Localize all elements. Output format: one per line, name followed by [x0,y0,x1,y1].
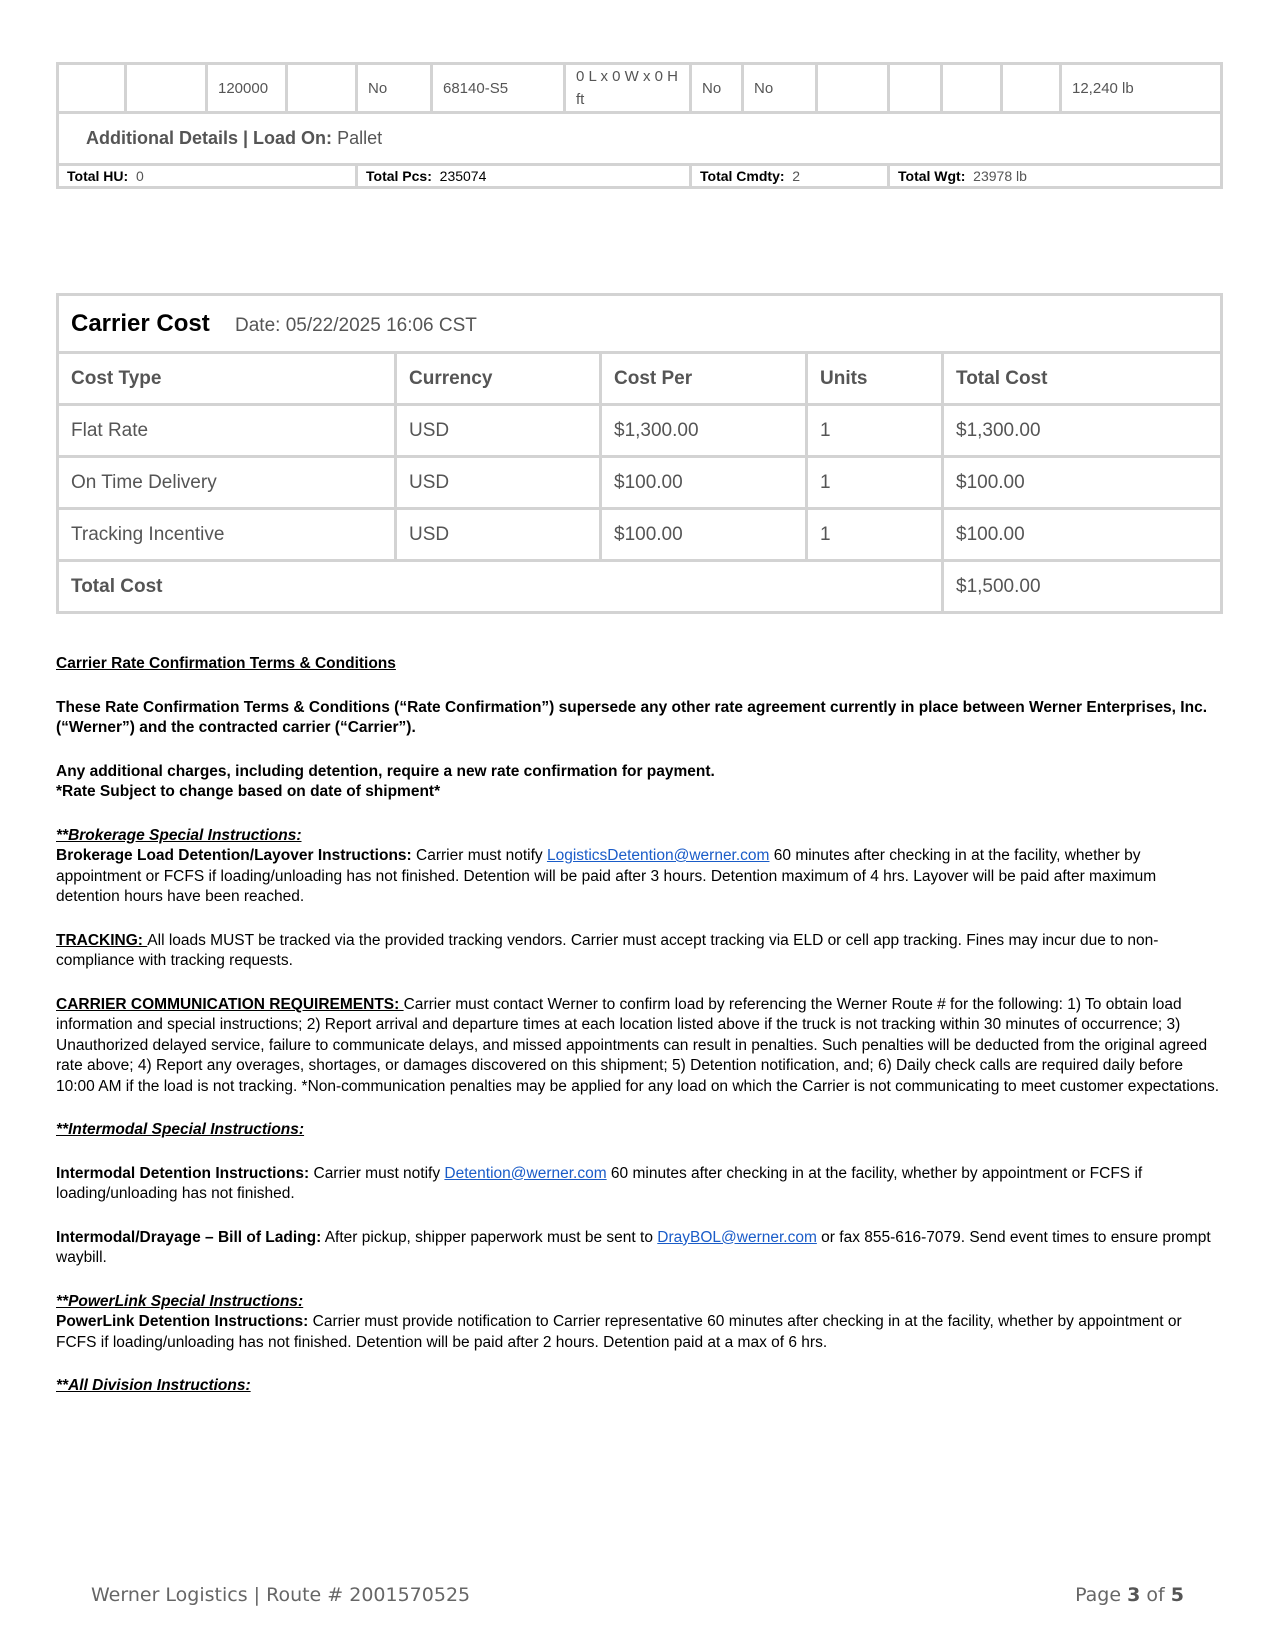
currency: USD [396,457,601,509]
commodity-table [56,62,1223,189]
communication-text: Carrier must contact Werner to confirm load by referencing the Werner Route # for the following: 1) To obtain load information and special instructions; 2) Report arrival and departure times at each location listed above if the truck is not tracking within 30 minutes of occurrence; 3) Unauthorized delayed service, failure to communicate delays, and missed appointments can result in penalties. Such penalties will be deducted from the original agreed rate above; 4) Report any overages, shortages, or damages discovered on this shipment; 5) Detention notification, and; 6) Daily check calls are required daily before 10:00 AM if the load is not tracking. *Non-communication penalties may be applied for any load on which the Carrier is not communicating to meet customer expectations. [56,995,1220,1095]
commodity-weight: 12,240 lb [1061,64,1222,113]
total-wgt [889,165,1222,188]
detention-email-link[interactable]: Detention@werner.com [444,1164,607,1182]
currency: USD [396,509,601,561]
terms-section [56,654,1220,1420]
carrier-cost-table [56,293,1223,614]
powerlink-text: Carrier must provide notification to Carrier representative 60 minutes after checking in at the facility, whether by appointment or FCFS if loading/unloading has not finished. Detention will be paid after 2 hours. Detention paid at a max of 6 hrs. [56,1313,1182,1351]
current-page: 3 [1127,1584,1141,1606]
currency: USD [396,405,601,457]
commodity-cell: No [691,64,743,113]
commodity-cell: 120000 [207,64,287,113]
total-pages: 5 [1170,1584,1184,1606]
commodity-cell [889,64,942,113]
terms-intro: These Rate Confirmation Terms & Conditions (“Rate Confirmation”) supersede any other rate agreement currently in place between Werner Enterprises, Inc. (“Werner”) and the contracted carrier (“Carrier”). [56,698,1207,736]
column-header: Cost Per [601,353,807,405]
terms-heading: Carrier Rate Confirmation Terms & Conditions [56,655,396,672]
drayage-label: Intermodal/Drayage – Bill of Lading: [56,1228,322,1246]
total-hu-value: 0 [135,168,144,184]
column-headers [58,353,1222,405]
commodity-cell [817,64,889,113]
column-header: Currency [396,353,601,405]
commodity-cell [1002,64,1061,113]
intermodal-heading: **Intermodal Special Instructions: [56,1121,305,1138]
brokerage-text-post: 60 minutes after checking in at the facility, whether by appointment or FCFS if loading/unloading has not finished. Detention will be paid after 3 hours. Detention maximum of 4 hrs. Layover will be paid after maximum detention hours have been reached. [56,847,1157,905]
total-wgt-label: Total Wgt: [898,168,966,184]
footer-route: Werner Logistics | Route # 2001570525 [91,1584,471,1606]
tracking-text: All loads MUST be tracked via the provided tracking vendors. Carrier must accept tracking via ELD or cell app tracking. Fines may incur due to non-compliance with tracking requests. [56,931,1159,969]
powerlink-heading: **PowerLink Special Instructions: [56,1292,304,1310]
commodity-cell [942,64,1002,113]
additional-details-label: Additional Details | Load On: [86,128,333,148]
rate-subject-note: *Rate Subject to change based on date of shipment* [56,783,441,800]
additional-details [58,113,1222,165]
total-cost-label: Total Cost [58,561,943,613]
total-cmdty [691,165,889,188]
total-pcs-label: Total Pcs: [366,168,432,184]
page-number [1075,1584,1184,1606]
total-wgt-value: 23978 lb [973,168,1027,184]
brokerage-heading: **Brokerage Special Instructions: [56,826,302,844]
total-cmdty-label: Total Cmdty: [700,168,785,184]
tracking-label: TRACKING: [56,931,148,949]
totals-row [58,165,1222,188]
total-hu [58,165,357,188]
row-total: $100.00 [943,509,1222,561]
total-hu-label: Total HU: [67,168,129,184]
commodity-cell: 68140-S5 [432,64,565,113]
intermodal-text-pre: Carrier must notify [309,1164,445,1182]
brokerage-label: Brokerage Load Detention/Layover Instructions: [56,847,412,864]
cost-type: On Time Delivery [58,457,396,509]
powerlink-label: PowerLink Detention Instructions: [56,1313,309,1330]
drayage-text-post: or fax 855-616-7079. Send event times to ensure prompt waybill. [56,1228,1211,1266]
carrier-cost-title: Carrier Cost [71,309,210,337]
table-row [58,509,1222,561]
cost-per: $1,300.00 [601,405,807,457]
of-word: of [1146,1584,1165,1606]
commodity-dimensions: 0 L x 0 W x 0 H ft [565,64,691,113]
load-on-value: Pallet [337,128,383,148]
units: 1 [807,405,943,457]
total-cost-row [58,561,1222,613]
column-header: Cost Type [58,353,396,405]
total-cost-value: $1,500.00 [943,561,1222,613]
carrier-cost-header [58,295,1222,353]
communication-label: CARRIER COMMUNICATION REQUIREMENTS: [56,995,404,1013]
units: 1 [807,509,943,561]
commodity-cell [287,64,357,113]
additional-charges-note: Any additional charges, including detention, require a new rate confirmation for payment. [56,762,715,780]
cost-type: Tracking Incentive [58,509,396,561]
table-row [58,457,1222,509]
draybol-email-link[interactable]: DrayBOL@werner.com [657,1228,817,1246]
total-cmdty-value: 2 [792,168,801,184]
cost-per: $100.00 [601,457,807,509]
cost-type: Flat Rate [58,405,396,457]
commodity-cell: No [743,64,817,113]
logistics-detention-email-link[interactable]: LogisticsDetention@werner.com [546,847,770,864]
column-header: Units [807,353,943,405]
drayage-text-pre: After pickup, shipper paperwork must be sent to [321,1228,658,1246]
table-row [58,405,1222,457]
row-total: $100.00 [943,457,1222,509]
intermodal-label: Intermodal Detention Instructions: [56,1164,310,1182]
column-header: Total Cost [943,353,1222,405]
commodity-cell [126,64,207,113]
cost-per: $100.00 [601,509,807,561]
brokerage-text-pre: Carrier must notify [411,847,547,864]
carrier-cost-date: Date: 05/22/2025 16:06 CST [235,314,477,336]
commodity-cell: No [357,64,432,113]
units: 1 [807,457,943,509]
intermodal-text-post: 60 minutes after checking in at the facility, whether by appointment or FCFS if loading/unloading has not finished. [56,1164,1143,1202]
total-pcs-value: 235074 [439,168,487,184]
commodity-row [58,64,1222,113]
commodity-cell [58,64,126,113]
total-pcs [357,165,691,188]
all-division-heading: **All Division Instructions: [56,1377,251,1394]
page-word: Page [1075,1584,1122,1606]
row-total: $1,300.00 [943,405,1222,457]
